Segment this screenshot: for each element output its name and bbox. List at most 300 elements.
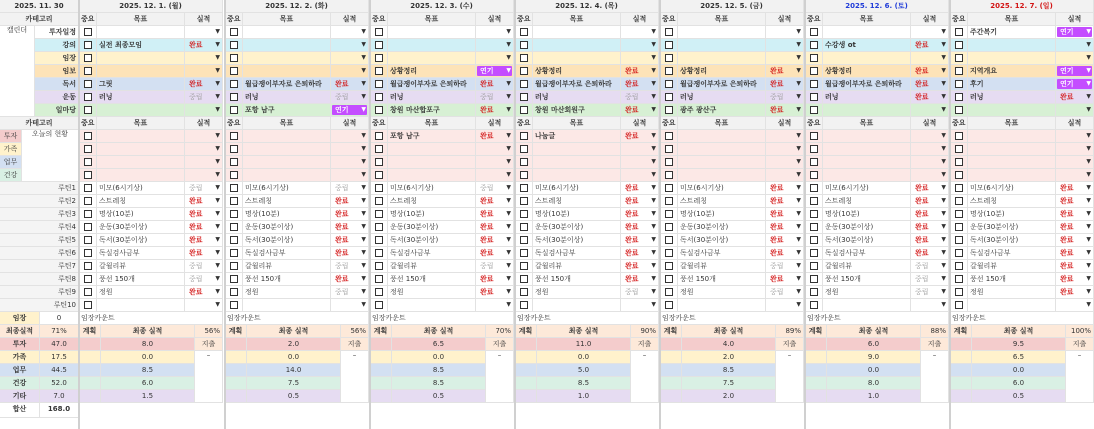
importance-checkbox[interactable] — [375, 262, 383, 270]
status-dropdown[interactable] — [622, 235, 657, 245]
importance-checkbox[interactable] — [230, 80, 238, 88]
importance-checkbox[interactable] — [520, 145, 528, 153]
importance-checkbox[interactable] — [230, 275, 238, 283]
importance-checkbox[interactable] — [84, 210, 92, 218]
status-dropdown[interactable] — [622, 157, 657, 167]
importance-checkbox[interactable] — [375, 249, 383, 257]
importance-checkbox[interactable] — [375, 301, 383, 309]
importance-checkbox[interactable] — [84, 54, 92, 62]
status-dropdown[interactable] — [912, 287, 947, 297]
status-dropdown[interactable] — [622, 170, 657, 180]
status-dropdown[interactable] — [477, 170, 512, 180]
status-dropdown[interactable] — [477, 261, 512, 271]
importance-checkbox[interactable] — [84, 132, 92, 140]
importance-checkbox[interactable] — [84, 80, 92, 88]
status-dropdown[interactable] — [332, 92, 367, 102]
importance-checkbox[interactable] — [375, 197, 383, 205]
status-dropdown[interactable] — [767, 209, 802, 219]
importance-checkbox[interactable] — [84, 249, 92, 257]
status-dropdown[interactable] — [1057, 170, 1092, 180]
importance-checkbox[interactable] — [375, 210, 383, 218]
status-dropdown[interactable] — [912, 261, 947, 271]
status-dropdown[interactable] — [767, 105, 802, 115]
status-dropdown[interactable] — [912, 209, 947, 219]
status-dropdown[interactable] — [912, 235, 947, 245]
importance-checkbox[interactable] — [520, 210, 528, 218]
status-dropdown[interactable] — [186, 92, 221, 102]
importance-checkbox[interactable] — [955, 262, 963, 270]
status-dropdown[interactable] — [912, 248, 947, 258]
importance-checkbox[interactable] — [810, 67, 818, 75]
importance-checkbox[interactable] — [520, 41, 528, 49]
importance-checkbox[interactable] — [84, 158, 92, 166]
status-dropdown[interactable] — [622, 131, 657, 141]
importance-checkbox[interactable] — [375, 106, 383, 114]
importance-checkbox[interactable] — [955, 184, 963, 192]
importance-checkbox[interactable] — [810, 236, 818, 244]
status-dropdown[interactable] — [1057, 53, 1092, 63]
status-dropdown[interactable] — [332, 222, 367, 232]
status-dropdown[interactable] — [1057, 66, 1092, 76]
status-dropdown[interactable] — [186, 53, 221, 63]
importance-checkbox[interactable] — [810, 41, 818, 49]
importance-checkbox[interactable] — [520, 301, 528, 309]
importance-checkbox[interactable] — [955, 132, 963, 140]
status-dropdown[interactable] — [186, 235, 221, 245]
status-dropdown[interactable] — [767, 222, 802, 232]
importance-checkbox[interactable] — [665, 262, 673, 270]
importance-checkbox[interactable] — [520, 197, 528, 205]
status-dropdown[interactable] — [332, 248, 367, 258]
status-dropdown[interactable] — [622, 287, 657, 297]
status-dropdown[interactable] — [622, 196, 657, 206]
status-dropdown[interactable] — [477, 131, 512, 141]
status-dropdown[interactable] — [622, 105, 657, 115]
importance-checkbox[interactable] — [84, 262, 92, 270]
status-dropdown[interactable] — [1057, 209, 1092, 219]
importance-checkbox[interactable] — [520, 184, 528, 192]
importance-checkbox[interactable] — [810, 197, 818, 205]
importance-checkbox[interactable] — [375, 223, 383, 231]
importance-checkbox[interactable] — [955, 236, 963, 244]
status-dropdown[interactable] — [477, 248, 512, 258]
status-dropdown[interactable] — [912, 131, 947, 141]
status-dropdown[interactable] — [622, 261, 657, 271]
status-dropdown[interactable] — [186, 144, 221, 154]
status-dropdown[interactable] — [767, 261, 802, 271]
importance-checkbox[interactable] — [665, 80, 673, 88]
status-dropdown[interactable] — [186, 66, 221, 76]
status-dropdown[interactable] — [622, 27, 657, 37]
importance-checkbox[interactable] — [955, 249, 963, 257]
status-dropdown[interactable] — [1057, 196, 1092, 206]
status-dropdown[interactable] — [186, 300, 221, 310]
importance-checkbox[interactable] — [84, 275, 92, 283]
importance-checkbox[interactable] — [810, 28, 818, 36]
status-dropdown[interactable] — [912, 196, 947, 206]
importance-checkbox[interactable] — [375, 93, 383, 101]
importance-checkbox[interactable] — [520, 106, 528, 114]
status-dropdown[interactable] — [622, 300, 657, 310]
importance-checkbox[interactable] — [810, 106, 818, 114]
importance-checkbox[interactable] — [84, 67, 92, 75]
status-dropdown[interactable] — [477, 196, 512, 206]
importance-checkbox[interactable] — [230, 132, 238, 140]
status-dropdown[interactable] — [332, 261, 367, 271]
status-dropdown[interactable] — [912, 222, 947, 232]
importance-checkbox[interactable] — [230, 262, 238, 270]
status-dropdown[interactable] — [767, 40, 802, 50]
importance-checkbox[interactable] — [520, 249, 528, 257]
importance-checkbox[interactable] — [955, 210, 963, 218]
importance-checkbox[interactable] — [810, 275, 818, 283]
status-dropdown[interactable] — [186, 27, 221, 37]
status-dropdown[interactable] — [477, 92, 512, 102]
status-dropdown[interactable] — [1057, 144, 1092, 154]
status-dropdown[interactable] — [186, 79, 221, 89]
status-dropdown[interactable] — [477, 222, 512, 232]
status-dropdown[interactable] — [186, 274, 221, 284]
status-dropdown[interactable] — [186, 261, 221, 271]
importance-checkbox[interactable] — [230, 223, 238, 231]
status-dropdown[interactable] — [477, 157, 512, 167]
status-dropdown[interactable] — [332, 170, 367, 180]
importance-checkbox[interactable] — [520, 236, 528, 244]
importance-checkbox[interactable] — [810, 210, 818, 218]
importance-checkbox[interactable] — [665, 41, 673, 49]
importance-checkbox[interactable] — [955, 158, 963, 166]
importance-checkbox[interactable] — [810, 158, 818, 166]
importance-checkbox[interactable] — [375, 236, 383, 244]
status-dropdown[interactable] — [622, 222, 657, 232]
importance-checkbox[interactable] — [955, 54, 963, 62]
status-dropdown[interactable] — [622, 92, 657, 102]
status-dropdown[interactable] — [767, 92, 802, 102]
status-dropdown[interactable] — [622, 79, 657, 89]
status-dropdown[interactable] — [477, 209, 512, 219]
importance-checkbox[interactable] — [955, 275, 963, 283]
status-dropdown[interactable] — [186, 170, 221, 180]
status-dropdown[interactable] — [767, 183, 802, 193]
importance-checkbox[interactable] — [84, 223, 92, 231]
importance-checkbox[interactable] — [955, 93, 963, 101]
importance-checkbox[interactable] — [665, 158, 673, 166]
importance-checkbox[interactable] — [665, 223, 673, 231]
status-dropdown[interactable] — [332, 79, 367, 89]
importance-checkbox[interactable] — [84, 288, 92, 296]
status-dropdown[interactable] — [912, 53, 947, 63]
status-dropdown[interactable] — [477, 300, 512, 310]
status-dropdown[interactable] — [477, 144, 512, 154]
status-dropdown[interactable] — [912, 105, 947, 115]
status-dropdown[interactable] — [1057, 261, 1092, 271]
importance-checkbox[interactable] — [810, 288, 818, 296]
status-dropdown[interactable] — [912, 144, 947, 154]
importance-checkbox[interactable] — [84, 171, 92, 179]
status-dropdown[interactable] — [332, 131, 367, 141]
status-dropdown[interactable] — [912, 274, 947, 284]
status-dropdown[interactable] — [477, 274, 512, 284]
result-cell — [1056, 91, 1094, 104]
status-dropdown[interactable] — [332, 300, 367, 310]
status-dropdown[interactable] — [767, 248, 802, 258]
status-dropdown[interactable] — [622, 209, 657, 219]
importance-checkbox[interactable] — [230, 41, 238, 49]
status-dropdown[interactable] — [477, 40, 512, 50]
importance-checkbox[interactable] — [84, 106, 92, 114]
importance-checkbox[interactable] — [375, 288, 383, 296]
importance-checkbox[interactable] — [230, 301, 238, 309]
status-dropdown[interactable] — [477, 105, 512, 115]
importance-checkbox[interactable] — [84, 301, 92, 309]
importance-checkbox[interactable] — [665, 288, 673, 296]
status-dropdown[interactable] — [622, 183, 657, 193]
importance-checkbox[interactable] — [230, 184, 238, 192]
status-dropdown[interactable] — [1057, 222, 1092, 232]
importance-checkbox[interactable] — [810, 249, 818, 257]
importance-checkbox[interactable] — [955, 223, 963, 231]
importance-checkbox[interactable] — [665, 28, 673, 36]
importance-checkbox[interactable] — [955, 171, 963, 179]
importance-checkbox[interactable] — [955, 80, 963, 88]
status-dropdown[interactable] — [1057, 105, 1092, 115]
importance-checkbox[interactable] — [665, 93, 673, 101]
importance-checkbox[interactable] — [665, 249, 673, 257]
importance-checkbox[interactable] — [375, 28, 383, 36]
status-dropdown[interactable] — [186, 183, 221, 193]
status-dropdown[interactable] — [767, 287, 802, 297]
status-dropdown[interactable] — [1057, 157, 1092, 167]
status-dropdown[interactable] — [912, 66, 947, 76]
importance-checkbox[interactable] — [810, 184, 818, 192]
importance-checkbox[interactable] — [665, 184, 673, 192]
importance-checkbox[interactable] — [84, 197, 92, 205]
importance-checkbox[interactable] — [520, 262, 528, 270]
importance-checkbox[interactable] — [230, 210, 238, 218]
importance-checkbox[interactable] — [665, 171, 673, 179]
status-dropdown[interactable] — [767, 66, 802, 76]
status-dropdown[interactable] — [912, 40, 947, 50]
status-dropdown[interactable] — [186, 222, 221, 232]
importance-checkbox[interactable] — [230, 288, 238, 296]
status-dropdown[interactable] — [477, 235, 512, 245]
importance-checkbox[interactable] — [665, 301, 673, 309]
status-dropdown[interactable] — [767, 170, 802, 180]
importance-checkbox[interactable] — [84, 184, 92, 192]
importance-checkbox[interactable] — [375, 145, 383, 153]
status-dropdown[interactable] — [767, 157, 802, 167]
status-dropdown[interactable] — [332, 105, 367, 115]
status-dropdown[interactable] — [477, 53, 512, 63]
status-dropdown[interactable] — [912, 27, 947, 37]
importance-checkbox[interactable] — [955, 28, 963, 36]
importance-checkbox[interactable] — [665, 210, 673, 218]
importance-checkbox[interactable] — [810, 93, 818, 101]
importance-checkbox[interactable] — [520, 171, 528, 179]
status-dropdown[interactable] — [186, 209, 221, 219]
status-dropdown[interactable] — [912, 300, 947, 310]
status-dropdown[interactable] — [186, 157, 221, 167]
status-dropdown[interactable] — [1057, 92, 1092, 102]
status-dropdown[interactable] — [1057, 287, 1092, 297]
importance-checkbox[interactable] — [955, 197, 963, 205]
importance-checkbox[interactable] — [810, 301, 818, 309]
status-dropdown[interactable] — [912, 157, 947, 167]
status-dropdown[interactable] — [1057, 235, 1092, 245]
importance-checkbox[interactable] — [955, 41, 963, 49]
importance-checkbox[interactable] — [665, 54, 673, 62]
status-dropdown[interactable] — [332, 66, 367, 76]
status-dropdown[interactable] — [332, 144, 367, 154]
status-dropdown[interactable] — [1057, 274, 1092, 284]
importance-checkbox[interactable] — [665, 145, 673, 153]
status-dropdown[interactable] — [186, 40, 221, 50]
importance-checkbox[interactable] — [665, 275, 673, 283]
status-dropdown[interactable] — [912, 170, 947, 180]
importance-checkbox[interactable] — [665, 106, 673, 114]
importance-checkbox[interactable] — [810, 171, 818, 179]
goal-cell — [823, 273, 911, 286]
status-dropdown[interactable] — [912, 79, 947, 89]
importance-cell — [515, 260, 533, 273]
importance-checkbox[interactable] — [375, 67, 383, 75]
importance-checkbox[interactable] — [230, 54, 238, 62]
importance-checkbox[interactable] — [230, 145, 238, 153]
status-dropdown[interactable] — [767, 274, 802, 284]
importance-checkbox[interactable] — [230, 249, 238, 257]
status-dropdown[interactable] — [622, 248, 657, 258]
importance-checkbox[interactable] — [84, 93, 92, 101]
status-dropdown[interactable] — [332, 157, 367, 167]
status-dropdown[interactable] — [332, 27, 367, 37]
importance-checkbox[interactable] — [665, 236, 673, 244]
importance-checkbox[interactable] — [665, 67, 673, 75]
status-dropdown[interactable] — [332, 235, 367, 245]
status-dropdown[interactable] — [622, 66, 657, 76]
importance-checkbox[interactable] — [230, 171, 238, 179]
importance-checkbox[interactable] — [375, 184, 383, 192]
importance-checkbox[interactable] — [520, 80, 528, 88]
importance-checkbox[interactable] — [520, 54, 528, 62]
importance-checkbox[interactable] — [810, 80, 818, 88]
importance-checkbox[interactable] — [955, 145, 963, 153]
importance-checkbox[interactable] — [810, 262, 818, 270]
status-dropdown[interactable] — [767, 235, 802, 245]
status-dropdown[interactable] — [332, 53, 367, 63]
importance-checkbox[interactable] — [520, 132, 528, 140]
status-dropdown[interactable] — [477, 79, 512, 89]
importance-checkbox[interactable] — [520, 93, 528, 101]
status-dropdown[interactable] — [767, 27, 802, 37]
importance-checkbox[interactable] — [665, 197, 673, 205]
status-dropdown[interactable] — [477, 66, 512, 76]
status-dropdown[interactable] — [767, 53, 802, 63]
importance-checkbox[interactable] — [230, 106, 238, 114]
status-dropdown[interactable] — [1057, 27, 1092, 37]
importance-checkbox[interactable] — [230, 28, 238, 36]
importance-checkbox[interactable] — [375, 80, 383, 88]
status-dropdown[interactable] — [1057, 300, 1092, 310]
status-dropdown[interactable] — [767, 79, 802, 89]
importance-checkbox[interactable] — [375, 41, 383, 49]
importance-checkbox[interactable] — [84, 145, 92, 153]
status-dropdown[interactable] — [332, 274, 367, 284]
status-dropdown[interactable] — [912, 183, 947, 193]
status-dropdown[interactable] — [186, 131, 221, 141]
status-dropdown[interactable] — [332, 196, 367, 206]
status-dropdown[interactable] — [332, 40, 367, 50]
status-dropdown[interactable] — [1057, 131, 1092, 141]
importance-checkbox[interactable] — [375, 54, 383, 62]
importance-checkbox[interactable] — [520, 223, 528, 231]
status-dropdown[interactable] — [622, 53, 657, 63]
importance-checkbox[interactable] — [520, 288, 528, 296]
chevron-down-icon: ▼ — [215, 301, 220, 308]
importance-checkbox[interactable] — [810, 132, 818, 140]
status-dropdown[interactable] — [1057, 248, 1092, 258]
status-dropdown[interactable] — [767, 144, 802, 154]
importance-checkbox[interactable] — [810, 145, 818, 153]
category-label: 투자일정 — [48, 28, 76, 36]
importance-checkbox[interactable] — [955, 288, 963, 296]
status-dropdown[interactable] — [332, 183, 367, 193]
importance-checkbox[interactable] — [375, 275, 383, 283]
importance-checkbox[interactable] — [375, 171, 383, 179]
importance-checkbox[interactable] — [520, 67, 528, 75]
status-dropdown[interactable] — [622, 274, 657, 284]
status-dropdown[interactable] — [477, 27, 512, 37]
importance-checkbox[interactable] — [955, 106, 963, 114]
status-dropdown[interactable] — [186, 248, 221, 258]
importance-checkbox[interactable] — [520, 158, 528, 166]
status-dropdown[interactable] — [1057, 79, 1092, 89]
importance-checkbox[interactable] — [230, 67, 238, 75]
importance-checkbox[interactable] — [955, 67, 963, 75]
importance-checkbox[interactable] — [520, 28, 528, 36]
status-dropdown[interactable] — [767, 196, 802, 206]
status-dropdown[interactable] — [332, 287, 367, 297]
importance-checkbox[interactable] — [230, 158, 238, 166]
importance-checkbox[interactable] — [810, 54, 818, 62]
status-dropdown[interactable] — [1057, 40, 1092, 50]
status-dropdown[interactable] — [767, 300, 802, 310]
importance-checkbox[interactable] — [955, 301, 963, 309]
importance-checkbox[interactable] — [520, 275, 528, 283]
importance-checkbox[interactable] — [230, 93, 238, 101]
importance-checkbox[interactable] — [375, 158, 383, 166]
importance-checkbox[interactable] — [810, 223, 818, 231]
status-dropdown[interactable] — [186, 196, 221, 206]
importance-checkbox[interactable] — [84, 28, 92, 36]
importance-checkbox[interactable] — [230, 197, 238, 205]
status-dropdown[interactable] — [767, 131, 802, 141]
status-dropdown[interactable] — [186, 105, 221, 115]
status-dropdown[interactable] — [622, 144, 657, 154]
importance-checkbox[interactable] — [230, 236, 238, 244]
importance-checkbox[interactable] — [84, 236, 92, 244]
importance-checkbox[interactable] — [84, 41, 92, 49]
result-cell — [1056, 208, 1094, 221]
importance-checkbox[interactable] — [375, 132, 383, 140]
status-dropdown[interactable] — [186, 287, 221, 297]
status-dropdown[interactable] — [622, 40, 657, 50]
status-dropdown[interactable] — [477, 287, 512, 297]
importance-checkbox[interactable] — [665, 132, 673, 140]
status-dropdown[interactable] — [912, 92, 947, 102]
status-dropdown[interactable] — [332, 209, 367, 219]
status-dropdown[interactable] — [477, 183, 512, 193]
status-dropdown[interactable] — [1057, 183, 1092, 193]
